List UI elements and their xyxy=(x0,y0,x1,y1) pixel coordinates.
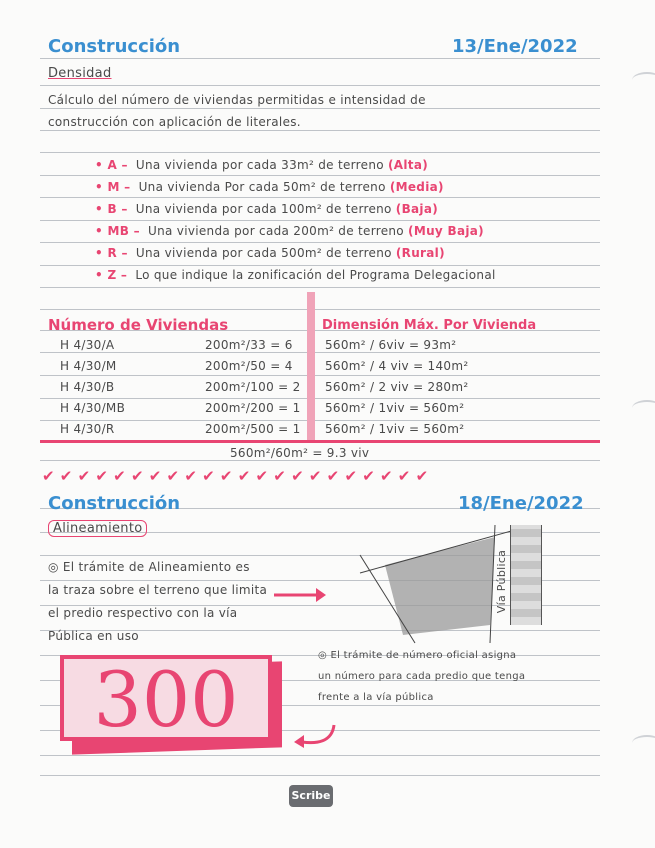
table-divider xyxy=(307,292,315,442)
ruled-line xyxy=(40,755,600,756)
arrow-icon xyxy=(272,585,327,605)
table-cell-dim: 560m² / 1viv = 560m² xyxy=(325,422,465,436)
literal-tag: (Rural) xyxy=(395,246,445,260)
scribe-badge[interactable]: Scribe xyxy=(289,785,333,807)
ruled-line xyxy=(40,460,600,461)
table-cell-calc: 200m²/100 = 2 xyxy=(205,380,301,394)
literal-text: Una vivienda por cada 33m² de terreno xyxy=(131,158,388,172)
tick-row: ✔ ✔ ✔ ✔ ✔ ✔ ✔ ✔ ✔ ✔ ✔ ✔ ✔ ✔ ✔ ✔ ✔ ✔ ✔ ✔ ✔ ✔ xyxy=(42,467,429,485)
literal-letter: • Z – xyxy=(95,268,128,282)
literal-item xyxy=(95,224,484,238)
section-title: Construcción xyxy=(48,36,181,57)
note-line: ◎ El trámite de número oficial asigna xyxy=(318,650,517,661)
ruled-line xyxy=(40,242,600,243)
note-line: un número para cada predio que tenga xyxy=(318,671,526,682)
literal-letter: • MB – xyxy=(95,224,140,238)
table-cell-code: H 4/30/A xyxy=(60,338,115,352)
section-date: 18/Ene/2022 xyxy=(458,493,584,514)
table-cell-calc: 200m²/500 = 1 xyxy=(205,422,301,436)
arrow-icon xyxy=(292,720,337,750)
ruled-line xyxy=(40,130,600,131)
table-cell-code: H 4/30/R xyxy=(60,422,115,436)
literal-letter: • R – xyxy=(95,246,128,260)
literal-tag: (Baja) xyxy=(395,202,439,216)
literal-tag: (Alta) xyxy=(388,158,429,172)
table-cell-dim: 560m² / 2 viv = 280m² xyxy=(325,380,469,394)
table-cell-dim: 560m² / 6viv = 93m² xyxy=(325,338,457,352)
literal-item xyxy=(95,246,445,260)
table-left-header: Número de Viviendas xyxy=(48,316,229,334)
note-line: la traza sobre el terreno que limita xyxy=(48,583,268,597)
table-footer-calc: 560m²/60m² = 9.3 viv xyxy=(230,446,370,460)
literal-item xyxy=(95,158,428,172)
section-date: 13/Ene/2022 xyxy=(452,36,578,57)
binder-hole xyxy=(632,400,655,416)
ruled-line xyxy=(40,287,600,288)
ruled-line xyxy=(40,220,600,221)
intro-line: Cálculo del número de viviendas permitidas e intensidad de xyxy=(48,93,426,107)
literal-item xyxy=(95,268,496,282)
ruled-line xyxy=(40,175,600,176)
literal-text: Una vivienda por cada 500m² de terreno xyxy=(131,246,396,260)
ruled-line xyxy=(40,420,600,421)
literal-tag: (Muy Baja) xyxy=(408,224,484,238)
note-line: el predio respectivo con la vía xyxy=(48,606,238,620)
literal-text: Una vivienda por cada 200m² de terreno xyxy=(143,224,409,238)
ruled-line xyxy=(40,197,600,198)
table-right-header: Dimensión Máx. Por Vivienda xyxy=(322,318,537,333)
table-cell-calc: 200m²/200 = 1 xyxy=(205,401,301,415)
ruled-line xyxy=(40,85,600,86)
literal-text: Una vivienda Por cada 50m² de terreno xyxy=(134,180,390,194)
ruled-line xyxy=(40,58,600,59)
road-strip xyxy=(510,525,542,625)
big-number: 300 xyxy=(93,655,239,744)
ruled-line xyxy=(40,352,600,353)
ruled-line xyxy=(40,152,600,153)
note-line: frente a la vía pública xyxy=(318,692,434,703)
literal-item xyxy=(95,180,444,194)
table-cell-dim: 560m² / 1viv = 560m² xyxy=(325,401,465,415)
table-cell-dim: 560m² / 4 viv = 140m² xyxy=(325,359,469,373)
section-title: Construcción xyxy=(48,493,181,514)
table-rule xyxy=(40,440,600,443)
literal-item xyxy=(95,202,438,216)
table-cell-calc: 200m²/50 = 4 xyxy=(205,359,293,373)
ruled-line xyxy=(40,108,600,109)
intro-line: construcción con aplicación de literales. xyxy=(48,115,301,129)
table-cell-code: H 4/30/B xyxy=(60,380,115,394)
literal-letter: • B – xyxy=(95,202,128,216)
literal-tag: (Media) xyxy=(389,180,444,194)
table-cell-code: H 4/30/M xyxy=(60,359,117,373)
ruled-line xyxy=(40,375,600,376)
ruled-line xyxy=(40,265,600,266)
literal-letter: • M – xyxy=(95,180,131,194)
note-line: Pública en uso xyxy=(48,629,139,643)
table-cell-calc: 200m²/33 = 6 xyxy=(205,338,293,352)
road-label: Vía Pública xyxy=(495,549,509,614)
literal-text: Una vivienda por cada 100m² de terreno xyxy=(131,202,396,216)
note-line: ◎ El trámite de Alineamiento es xyxy=(48,560,250,574)
number-plate xyxy=(60,655,272,744)
table-cell-code: H 4/30/MB xyxy=(60,401,126,415)
ruled-line xyxy=(40,775,600,776)
section-subtitle: Densidad xyxy=(48,66,112,81)
binder-hole xyxy=(632,735,655,751)
binder-hole xyxy=(632,72,655,88)
ruled-line xyxy=(40,398,600,399)
literal-text: Lo que indique la zonificación del Programa Delegacional xyxy=(131,268,496,282)
ruled-line xyxy=(40,309,600,310)
section-subtitle: Alineamiento xyxy=(48,520,147,537)
literal-letter: • A – xyxy=(95,158,128,172)
